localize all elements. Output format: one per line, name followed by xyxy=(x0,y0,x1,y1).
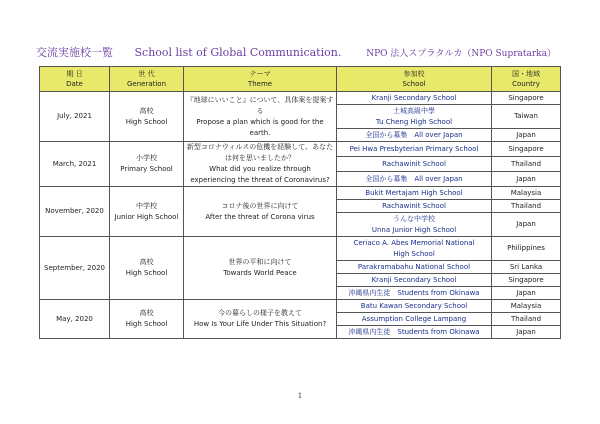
school-cell xyxy=(337,142,492,157)
table-row xyxy=(40,142,561,157)
theme-cell xyxy=(184,92,337,142)
country-cell: Malaysia xyxy=(492,300,561,313)
school-name: Tu Cheng High School xyxy=(375,117,453,126)
school-cell xyxy=(337,326,492,339)
country-cell: Japan xyxy=(492,213,561,237)
school-name: Parakramabahu National School xyxy=(357,262,471,271)
school-name: Assumption College Lampang xyxy=(361,314,467,323)
country-cell: Taiwan xyxy=(492,105,561,129)
table-body xyxy=(40,92,561,339)
date-cell: September, 2020 xyxy=(40,237,110,300)
school-name: Unna Junior High School xyxy=(371,225,457,234)
generation-cell xyxy=(110,142,184,187)
table-row xyxy=(40,92,561,105)
generation-jp: 小学校 xyxy=(136,154,157,162)
header-date: 期 日 Date xyxy=(40,67,110,92)
generation-jp: 高校 xyxy=(139,258,154,266)
generation-jp: 中学校 xyxy=(136,201,157,210)
school-name: Ceriaco A. Abes Memorial National xyxy=(353,238,475,247)
theme-en: How Is Your Life Under This Situation? xyxy=(193,320,327,328)
theme-jp: 世界の平和に向けて xyxy=(228,258,292,266)
theme-cell xyxy=(184,187,337,237)
theme-jp: 今の暮らしの様子を教えて xyxy=(218,309,302,317)
school-cell xyxy=(337,129,492,142)
school-name: High School xyxy=(393,249,435,258)
school-cell xyxy=(337,274,492,287)
school-name: Bukit Mertajam High School xyxy=(365,188,463,197)
table-row xyxy=(40,300,561,313)
country-cell: Malaysia xyxy=(492,187,561,200)
school-cell xyxy=(337,287,492,300)
school-name: Pei Hwa Presbyterian Primary School xyxy=(349,144,479,153)
table-row xyxy=(40,237,561,261)
date-cell: March, 2021 xyxy=(40,142,110,187)
generation-en: Junior High School xyxy=(114,212,179,221)
school-list-table xyxy=(39,66,561,339)
theme-jp: 『地球にいいこと』について、具体案を提案する xyxy=(186,95,334,115)
date-cell: May, 2020 xyxy=(40,300,110,339)
header-country: 国・地域 Country xyxy=(492,67,561,92)
country-cell: Singapore xyxy=(492,274,561,287)
country-cell: Japan xyxy=(492,287,561,300)
date-cell: July, 2021 xyxy=(40,92,110,142)
header-theme: テーマ Theme xyxy=(184,67,337,92)
generation-en: High School xyxy=(125,269,168,277)
generation-cell xyxy=(110,237,184,300)
school-name: 土城高級中學 xyxy=(393,106,435,115)
country-cell: Thailand xyxy=(492,200,561,213)
school-name: 沖縄県内生徒 Students from Okinawa xyxy=(348,327,480,336)
school-name: 全国から募集 All over Japan xyxy=(365,130,463,139)
theme-jp: コロナ後の世界に向けて xyxy=(221,201,299,210)
date-cell: November, 2020 xyxy=(40,187,110,237)
school-name: Kranji Secondary School xyxy=(371,275,457,284)
theme-cell xyxy=(184,142,337,187)
school-cell xyxy=(337,261,492,274)
title-japanese: 交流実施校一覧 xyxy=(36,46,113,59)
generation-en: Primary School xyxy=(120,165,173,173)
school-name: 全国から募集 All over Japan xyxy=(365,174,463,183)
generation-en: High School xyxy=(125,117,168,126)
country-cell: Singapore xyxy=(492,142,561,157)
school-cell xyxy=(337,213,492,237)
generation-jp: 高校 xyxy=(139,309,154,317)
theme-en: After the threat of Corona virus xyxy=(205,212,315,221)
generation-en: High School xyxy=(125,320,168,328)
school-cell xyxy=(337,237,492,261)
header-generation: 世 代 Generation xyxy=(110,67,184,92)
organization-name: NPO 法人スプラタルカ（NPO Supratarka） xyxy=(366,49,556,59)
country-cell: Japan xyxy=(492,326,561,339)
school-name: うんな中学校 xyxy=(393,214,435,223)
school-cell xyxy=(337,92,492,105)
theme-jp: 新型コロナウィルスの危機を経験して、あなたは何を思いましたか？ xyxy=(186,143,334,162)
theme-en: What did you realize through experiencing the threat of Coronavirus? xyxy=(190,165,330,184)
theme-en: Propose a plan which is good for the earth. xyxy=(196,117,324,137)
page-title xyxy=(36,44,341,60)
country-cell: Sri Lanka xyxy=(492,261,561,274)
school-name: Kranji Secondary School xyxy=(371,93,457,102)
school-cell xyxy=(337,313,492,326)
page-number: 1 xyxy=(297,392,303,400)
country-cell: Japan xyxy=(492,172,561,187)
table-row xyxy=(40,187,561,200)
school-cell xyxy=(337,172,492,187)
country-cell: Philippines xyxy=(492,237,561,261)
country-cell: Japan xyxy=(492,129,561,142)
school-name: Batu Kawan Secondary School xyxy=(360,301,468,310)
school-name: Rachawinit School xyxy=(382,201,446,210)
theme-en: Towards World Peace xyxy=(223,269,297,277)
generation-cell xyxy=(110,187,184,237)
school-cell xyxy=(337,200,492,213)
school-cell xyxy=(337,300,492,313)
header-school: 参加校 School xyxy=(337,67,492,92)
country-cell: Thailand xyxy=(492,313,561,326)
country-cell: Thailand xyxy=(492,157,561,172)
theme-cell xyxy=(184,300,337,339)
title-english: School list of Global Communication. xyxy=(134,46,342,59)
school-cell xyxy=(337,105,492,129)
school-cell xyxy=(337,157,492,172)
generation-cell xyxy=(110,300,184,339)
generation-cell xyxy=(110,92,184,142)
theme-cell xyxy=(184,237,337,300)
school-cell xyxy=(337,187,492,200)
table-header-row xyxy=(40,67,561,92)
school-name: Rachawinit School xyxy=(382,159,446,168)
school-name: 沖縄県内生徒 Students from Okinawa xyxy=(348,288,480,297)
country-cell: Singapore xyxy=(492,92,561,105)
generation-jp: 高校 xyxy=(139,106,154,115)
